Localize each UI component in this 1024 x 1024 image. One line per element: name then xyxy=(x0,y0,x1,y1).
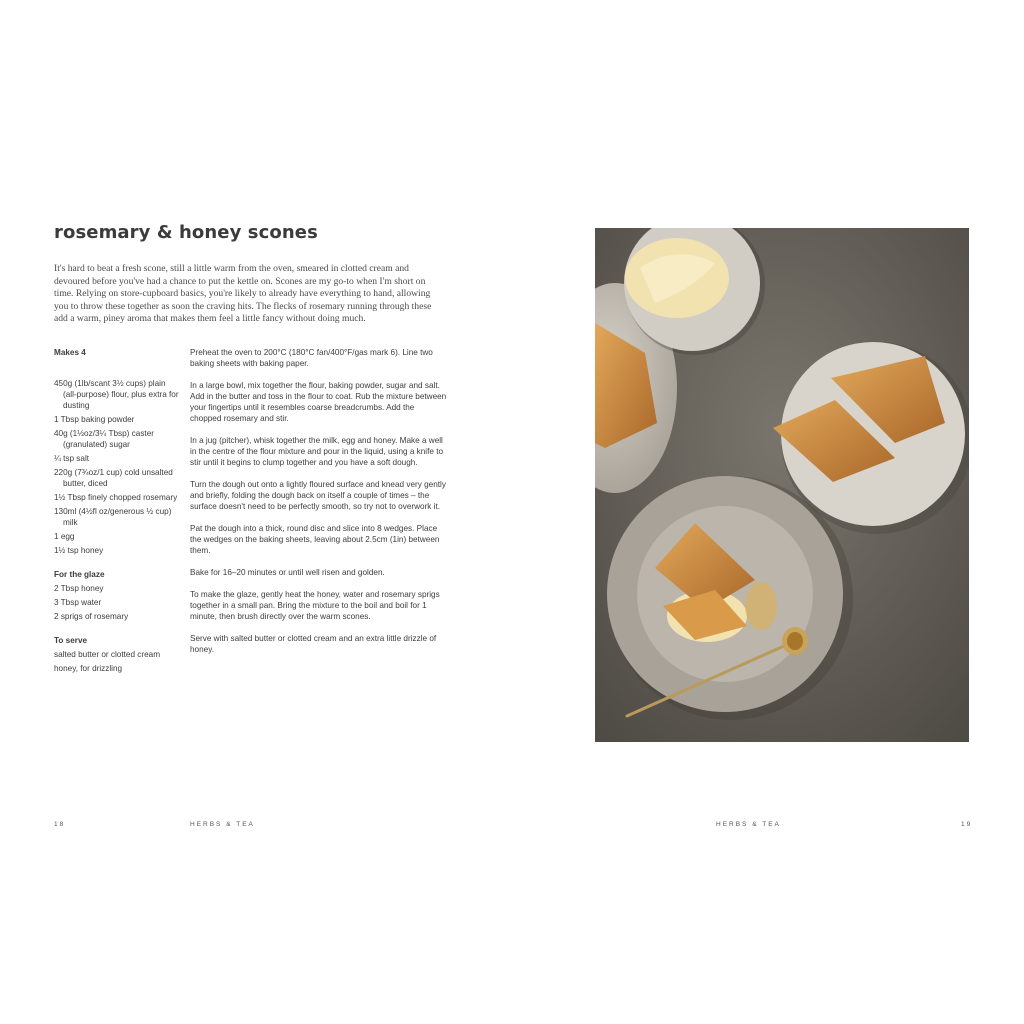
method-step: Bake for 16–20 minutes or until well risen and golden. xyxy=(190,568,385,577)
ingredient-item: 1 Tbsp baking powder xyxy=(54,415,135,424)
serve-item: honey, for drizzling xyxy=(54,664,123,673)
glaze-heading: For the glaze xyxy=(54,570,105,579)
method-step: To make the glaze, gently heat the honey, water and rosemary sprigs together in a small pan. Bring the mixture to the boil and boil for 1 minute, then brush directly over the warm scones. xyxy=(190,590,440,621)
method-step: Preheat the oven to 200°C (180°C fan/400°F/gas mark 6). Line two baking sheets with baking paper. xyxy=(190,348,433,368)
recipe-title: rosemary & honey scones xyxy=(54,222,318,243)
method-step: In a large bowl, mix together the flour, baking powder, sugar and salt. Add in the butter and toss in the flour to coat. Rub the mixture between your fingertips until it resembles coarse breadcrumbs. Add the chopped rosemary and stir. xyxy=(190,381,447,423)
ingredient-item: 450g (1lb/scant 3½ cups) plain (all-purpose) flour, plus extra for dusting xyxy=(54,379,179,410)
glaze-item: 3 Tbsp water xyxy=(54,598,102,607)
serve-heading: To serve xyxy=(54,636,88,645)
ingredient-item: 220g (7¾oz/1 cup) cold unsalted butter, diced xyxy=(54,468,173,488)
method-step: Turn the dough out onto a lightly floured surface and knead very gently and briefly, folding the dough back on itself a couple of times – the surface doesn't need to be perfectly smooth, so try not to overwork it. xyxy=(190,480,446,511)
ingredient-item: 1½ tsp honey xyxy=(54,546,104,555)
glaze-list xyxy=(54,583,179,622)
ingredient-item: 130ml (4½fl oz/generous ½ cup) milk xyxy=(54,507,172,527)
ingredient-item: 1½ Tbsp finely chopped rosemary xyxy=(54,493,178,502)
method-column xyxy=(190,347,448,666)
serve-list xyxy=(54,649,179,674)
method-step: Pat the dough into a thick, round disc and slice into 8 wedges. Place the wedges on the baking sheets, leaving about 2.5cm (1in) between them. xyxy=(190,524,440,555)
yield-label: Makes 4 xyxy=(54,348,86,357)
scones-photo xyxy=(595,228,969,742)
section-name-right: HERBS & TEA xyxy=(716,821,781,828)
method-step: In a jug (pitcher), whisk together the milk, egg and honey. Make a well in the centre of the flour mixture and pour in the liquid, using a knife to stir until it begins to clump together and you have a soft dough. xyxy=(190,436,444,467)
ingredient-item: 40g (1½oz/3¼ Tbsp) caster (granulated) sugar xyxy=(54,429,154,449)
page-number-left: 18 xyxy=(54,821,66,828)
glaze-item: 2 sprigs of rosemary xyxy=(54,612,129,621)
section-name-left: HERBS & TEA xyxy=(190,821,255,828)
ingredient-item: 1 egg xyxy=(54,532,75,541)
recipe-intro: It's hard to beat a fresh scone, still a little warm from the oven, smeared in clotted cream and devoured before you've had a chance to put the kettle on. Scones are my go-to when I'm short on time. Relying on store-cupboard basics, you're likely to already have everything to hand, allowing you to throw these together as soon the craving hits. The flecks of rosemary running through these add a warm, piney aroma that makes them feel a little fancy without doing much. xyxy=(54,263,432,324)
page-number-right: 19 xyxy=(961,821,973,828)
serve-item: salted butter or clotted cream xyxy=(54,650,161,659)
ingredients-column xyxy=(54,347,179,677)
glaze-item: 2 Tbsp honey xyxy=(54,584,104,593)
ingredient-item: ¼ tsp salt xyxy=(54,454,90,463)
method-step: Serve with salted butter or clotted cream and an extra little drizzle of honey. xyxy=(190,634,437,654)
ingredient-list xyxy=(54,378,179,556)
